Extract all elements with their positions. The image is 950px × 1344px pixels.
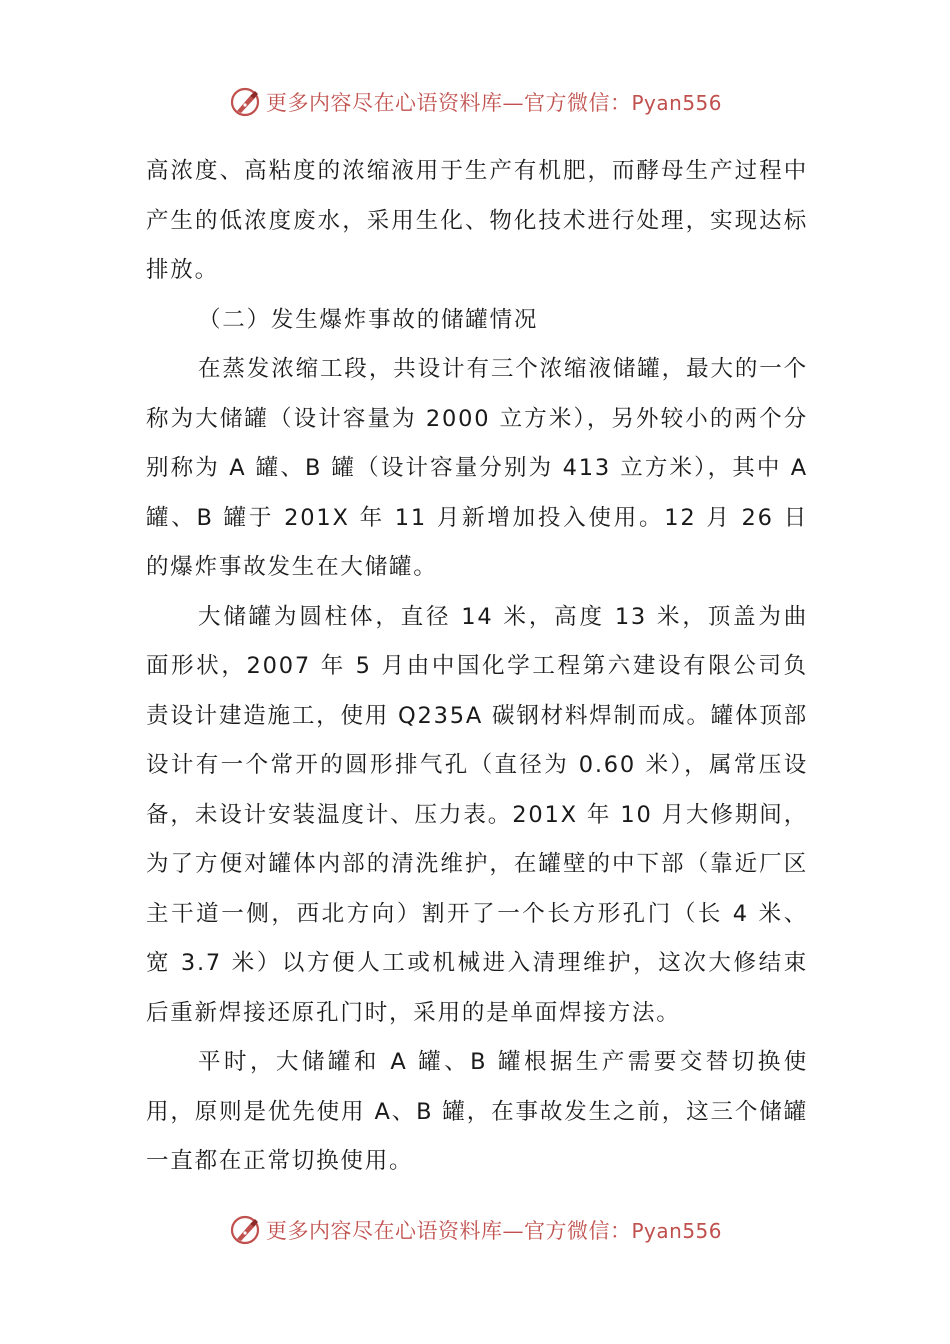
watermark-text: 更多内容尽在心语资料库—官方微信：Pyan556 [265, 91, 722, 115]
watermark-text: 更多内容尽在心语资料库—官方微信：Pyan556 [265, 1219, 722, 1243]
watermark-handle: Pyan556 [631, 91, 722, 115]
pen-nib-logo-icon [228, 85, 262, 119]
paragraph-4: 平时，大储罐和 A 罐、B 罐根据生产需要交替切换使用，原则是优先使用 A、B 罐，在事故发生之前，这三个储罐一直都在正常切换使用。 [146, 1049, 808, 1174]
paragraph-2: 在蒸发浓缩工段，共设计有三个浓缩液储罐，最大的一个称为大储罐（设计容量为 2000 立方米），另外较小的两个分别称为 A 罐、B 罐（设计容量分别为 413 立方米），其中 A 罐、B 罐于 201X 年 11 月新增加投入使用。12 月 26 日的爆炸事故发生在大储罐。 [146, 356, 808, 580]
paragraph-3: 大储罐为圆柱体，直径 14 米，高度 13 米，顶盖为曲面形状，2007 年 5 月由中国化学工程第六建设有限公司负责设计建造施工，使用 Q235A 碳钢材料焊制而成。罐体顶部设计有一个常开的圆形排气孔（直径为 0.60 米），属常压设备，未设计安装温度计、压力表。201X 年 10 月大修期间，为了方便对罐体内部的清洗维护，在罐壁的中下部（靠近厂区主干道一侧，西北方向）割开了一个长方形孔门（长 4 米、宽 3.7 米）以方便人工或机械进入清理维护，这次大修结束后重新焊接还原孔门时，采用的是单面焊接方法。 [146, 603, 808, 1026]
paragraph-1: 高浓度、高粘度的浓缩液用于生产有机肥，而酵母生产过程中产生的低浓度废水，采用生化、物化技术进行处理，实现达标排放。 [146, 158, 808, 283]
header-watermark [0, 82, 950, 122]
watermark-handle: Pyan556 [631, 1219, 722, 1243]
document-body [146, 147, 808, 1187]
section-heading: （二）发生爆炸事故的储罐情况 [198, 306, 539, 333]
pen-nib-logo-icon [228, 1213, 262, 1247]
footer-watermark [0, 1210, 950, 1250]
